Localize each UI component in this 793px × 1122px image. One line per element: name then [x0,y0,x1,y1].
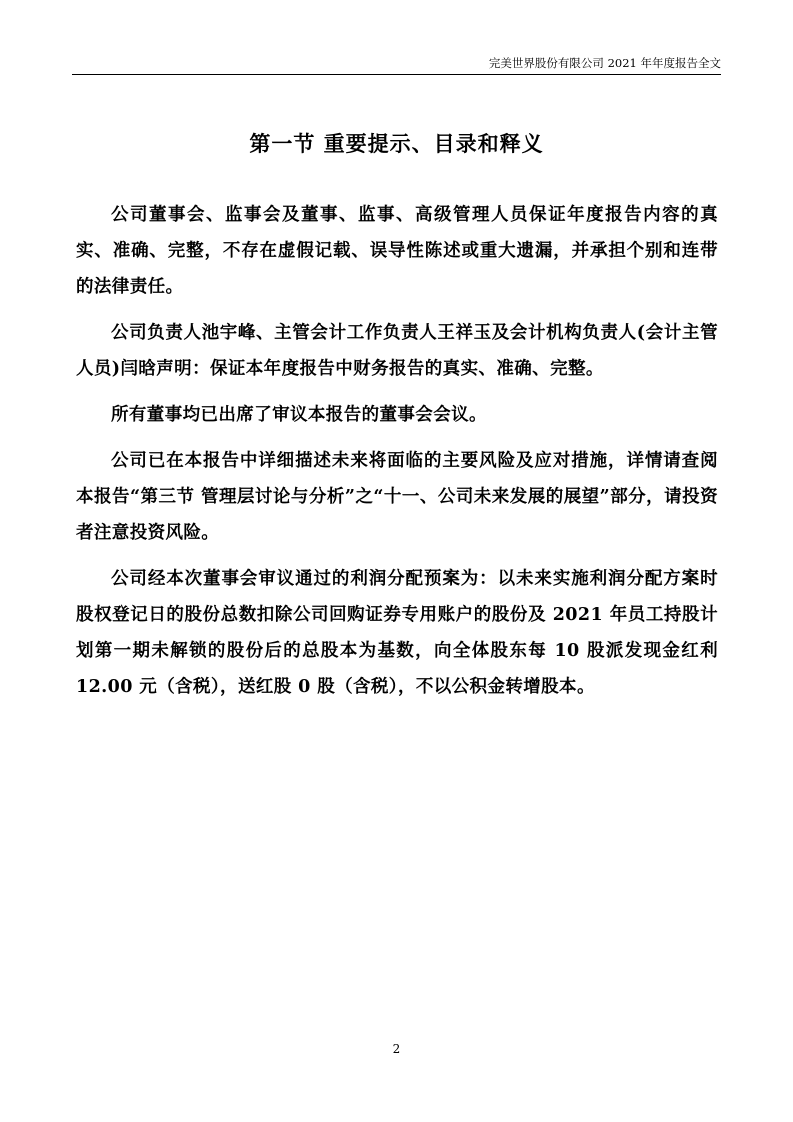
paragraph-responsibility-statement: 公司董事会、监事会及董事、监事、高级管理人员保证年度报告内容的真实、准确、完整，不存在虚假记载、误导性陈述或重大遗漏，并承担个别和连带的法律责任。 [76,205,718,297]
paragraph-board-attendance: 所有董事均已出席了审议本报告的董事会会议。 [111,405,487,425]
paragraph-risk-notice: 公司已在本报告中详细描述未来将面临的主要风险及应对措施，详情请查阅本报告“第三节 管理层讨论与分析”之“十一、公司未来发展的展望”部分，请投资者注意投资风险。 [76,451,718,543]
paragraph-financial-statement-declaration: 公司负责人池宇峰、主管会计工作负责人王祥玉及会计机构负责人(会计主管人员)闫晗声明：保证本年度报告中财务报告的真实、准确、完整。 [76,323,718,379]
paragraph-profit-distribution: 公司经本次董事会审议通过的利润分配预案为：以未来实施利润分配方案时股权登记日的股份总数扣除公司回购证券专用账户的股份及 2021 年员工持股计划第一期未解锁的股份后的总股本为基数，向全体股东每 10 股派发现金红利 12.00 元（含税），送红股 0 股（含税），不以公积金转增股本。 [76,569,718,697]
section-title: 第一节 重要提示、目录和释义 [249,131,544,156]
body-text [76,197,718,715]
header-divider [72,74,721,75]
page-number: 2 [392,1042,401,1056]
running-header: 完美世界股份有限公司 2021 年年度报告全文 [488,56,721,70]
